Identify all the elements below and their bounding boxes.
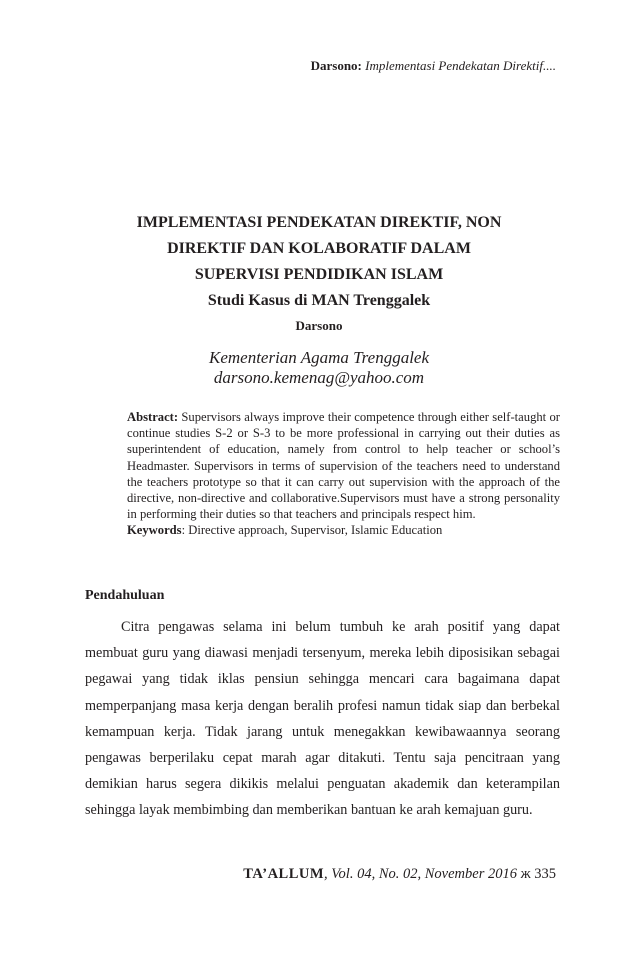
abstract-text: Supervisors always improve their competence through either self-taught or continue studies S-2 or S-3 to be more professional in carrying out their duties as superintendent of education, namely from control to help teacher or school’s Headmaster. Supervisors in terms of supervision of the teachers need to understand the teachers prototype so that it can carry out supervision with the approach of the directive, non-directive and collaborative.Supervisors must have a strong personality in performing their duties so that teachers and principals respect him.	[127, 410, 560, 522]
keywords-text: : Directive approach, Supervisor, Islamic Education	[181, 523, 443, 538]
author-email: darsono.kemenag@yahoo.com	[213, 368, 425, 387]
body-text	[85, 614, 560, 824]
paper-subtitle: Studi Kasus di MAN Trenggalek	[207, 292, 431, 309]
paper-title-line-3: SUPERVISI PENDIDIKAN ISLAM	[194, 266, 444, 283]
running-header	[0, 58, 556, 74]
keywords-label: Keywords	[127, 523, 182, 538]
header-title: Implementasi Pendekatan Direktif....	[365, 58, 556, 73]
journal-name: TA’ALLUM	[243, 866, 325, 882]
header-author: Darsono:	[310, 58, 362, 73]
body-paragraph: Citra pengawas selama ini belum tumbuh ke arah positif yang dapat membuat guru yang diawasi menjadi tersenyum, mereka lebih diposisikan sebagai pegawai yang tidak iklas pensiun sehingga mencari cara bagaimana dapat memperpanjang masa kerja dengan beralih profesi namun tidak siap dan berbekal kemampuan kerja. Tidak jarang untuk menegakkan kewibawaannya seorang pengawas berperilaku cepat marah agar ditakuti. Tentu saja pencitraan yang demikian harus segera dikikis melalui penguatan akademik dan keterampilan sehingga layak membimbing dan memberikan bantuan ke arah kemajuan guru.	[85, 619, 560, 819]
journal-volume: , Vol. 04, No. 02, November 2016	[324, 866, 517, 882]
paper-title-line-1: IMPLEMENTASI PENDEKATAN DIREKTIF, NON	[136, 214, 502, 231]
author-affiliation: Kementerian Agama Trenggalek	[208, 348, 430, 367]
paper-title-line-2: DIREKTIF DAN KOLABORATIF DALAM	[167, 240, 471, 257]
keywords-line	[127, 522, 560, 538]
abstract-label: Abstract:	[127, 410, 179, 424]
page-number: 335	[534, 866, 556, 882]
footer-symbol: ж	[520, 866, 531, 882]
section-heading: Pendahuluan	[85, 588, 165, 603]
author-name: Darsono	[295, 318, 343, 333]
abstract-paragraph	[127, 409, 560, 522]
abstract-block	[127, 409, 560, 539]
page-footer	[0, 866, 556, 883]
